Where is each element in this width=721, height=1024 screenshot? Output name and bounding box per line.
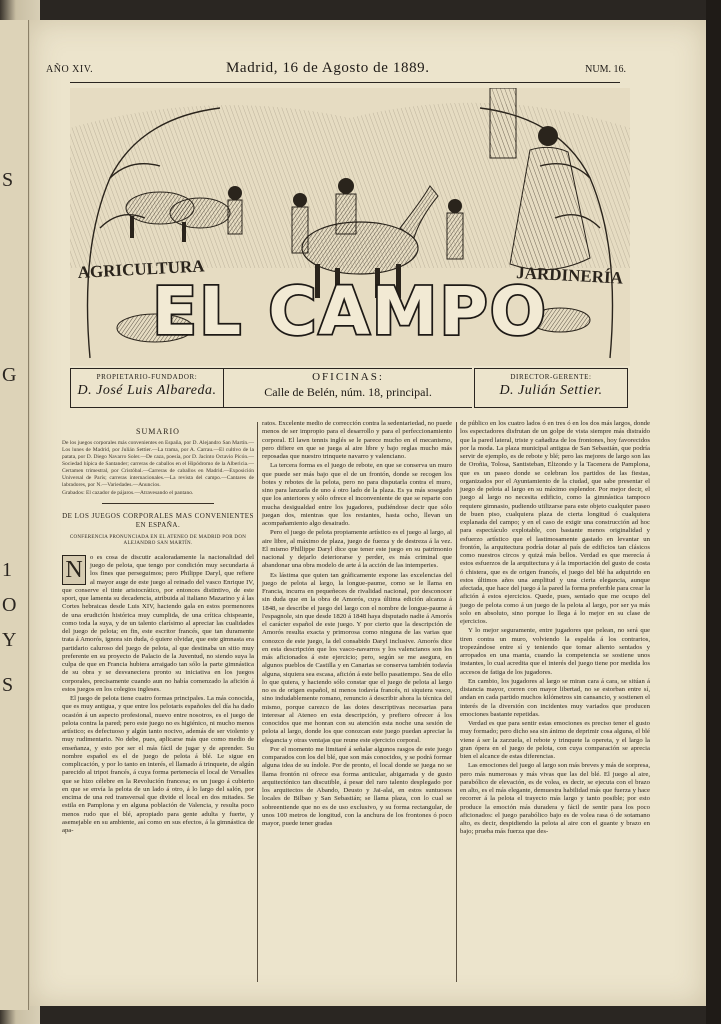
adjacent-page-edge <box>0 20 29 1010</box>
article-paragraph: Y lo mejor seguramente, entre jugadores que pelean, no será que tiren contra un muro, volviendo la espalda á los contrarios, tropezándose entre sí y teniendo que tomar aliento sentados y arropados en una manta, cuando la competencia se sostiene unos instantes, lo cual acredita que el interés del juego tiene por medida los accesos de fatiga de los jugadores. <box>460 627 650 676</box>
article-text: o es cosa de discutir acaloradamente la nacionalidad del juego de pelota, que tengo por condición muy secundaria á los fines que perseguimos; pero Philippe Daryl, que refiere al mayor auge de este juego al reinado del vasco Enrique IV, que conserve el tinte aristocrático, por entonces distintivo, de este sport, que lamenta su decadencia, atribuida al italiano Mazarino y á las Cortes hebraicas desde Luis XIV, haciendo gala en estos pormenores de una erudición histórica muy cumplida, de una crítica chispeante, como toda la suya, y de un talento clarísimo al apreciar las cualidades del juego de pelota; en fin, este escritor francés, que tan duramente trata á Amorós, ignora sin duda, ó quiere olvidar, que este gimnasta era partidario caluroso del juego de pelota, al que destinaba un sitio muy preferente en su proyecto de Palacio de la Juventud, no siendo suya la culpa de que en Francia hubiera arraigado tan sólo la parte gimnástica de su obra y se desvaneciera pronto su iniciativa en los juegos corporales, precisamente cuando aun no había comenzado la afición á estos juegos en los colegios ingleses. <box>62 553 254 693</box>
article-paragraph: Por el momento me limitaré á señalar algunos rasgos de este juego comparados con los del blé, que son más conocidos, y se podrá formar alguna idea de su índole. Por de pronto, el local donde se juega no se llama frontón ni ofrece esa forma anticular, abigarrada y de gusto arquitectónico tan discutible, á pesar del raro talento desplegado por los arquitectos de Abando, Deusto y Jai-alai, en estos suntuosos locales de Bilbao y San Sebastián; se llama plaza, con lo cual se sobreentiende que no es de uso exclusivo, y su forma rectangular, de unos 100 metros de longitud, con la anchura de los frontones ó poco mayor, puede tener gradas <box>262 745 452 827</box>
article-paragraph: Las emociones del juego al largo son más breves y más de sorpresa, pero más numerosas y más vivas que las del blé. El juego al aire, parabólico de elevación, es de volea, es decir, se ejecuta con el brazo en alto, es el más elegante, demuestra habilidad más que fuerza y hace recorrer á la pelota el trayecto más largo y tanto posible; por esto produce la emoción más duradera y fácil de sentir para los poco aficionados: el juego parabólico bajo es de volea rasa ó de sotamano alto, es decir, despidiendo la pelota al aire con el guante y brazo en bajo; prueba más fuerza que des- <box>460 762 650 836</box>
scan-edge <box>706 0 721 1024</box>
column-3 <box>460 420 650 838</box>
adjacent-page-fragment: S <box>2 169 14 191</box>
article-paragraph: El juego de pelota tiene cuatro formas principales. La más conocida, que es muy antigua, y que entre los pelotaris españoles del día ha dado ocasión á un aspecto profesional, nuevo entre nosotros, es el juego de pelota contra la pared; pero este juego no es higiénico, ni mucho menos artístico; es defectuoso y algún tanto nocivo, además de ser violento y muy rudimentario. No debe, pues, aplicarse más que como medio de enseñanza, y esto por ser el más fácil de jugar y de aprender. Su nombre español es el de juego de pelota á blé. Le sigue en complicación, y por lo tanto en interés, el llamado á trinquete, de algún parecido al tripot francés, á cuya forma pertenecía el local de Versalles que se hizo célebre en la Revolución francesa; es un juego á cubierto en que se envía la pelota de un lado á otro, á lo largo del salón, por encima de una red transversal que divide el local en dos mitades. Se estila en Pamplona y en alguna población de Valencia, y resulta poco menos rudo que el blé, apropiado para gente adulta y fuerte, y asemejable en su ambiente, así como en sus efectos, á la gimnástica de apa- <box>62 695 254 834</box>
director-role: DIRECTOR-GERENTE: <box>510 373 592 381</box>
owner-name: D. José Luis Albareda. <box>77 383 217 398</box>
adjacent-page-fragment: S <box>2 674 14 696</box>
column-rule <box>257 422 258 982</box>
section-divider <box>102 503 214 504</box>
drop-cap: N <box>62 555 86 585</box>
title-illustration <box>70 88 630 366</box>
column-rule <box>456 422 457 982</box>
director-box <box>474 368 628 408</box>
article-paragraph: Es lástima que quien tan gráficamente expone las excelencias del juego de pelota al largo, la longue-paume, como se le llama en Francia, incurra en pequeñeces de rivalidad nacional, por desconocer sin duda que en la obra de Amorós, cuya última edición alcanza á 1848, se describe el juego del largo con el nombre de longue-paume á l'espagnole, sin que desde 1820 á 1848 haya disputado nadie á Amorós el carácter español de este juego. Y por cierto que la descripción de Amorós resulta exacta y primorosa como ninguna de las varias que conozco de este juego, la del consabido Daryl inclusive. Amorós dice en esta descripción que los vasco-navarros y los valencianos son los más aficionados á este ejercicio; pero, según se me asegura, en algunos pueblos de Castilla y en Canarias se conserva también todavía alguna, siquiera sea escasa, afición á este bello pasatiempo. Sea de ello lo que quiera, y haciendo sólo constar que el juego de pelota al largo no es de origen español, ni menos todavía francés, ni siquiera vasco, sino indudablemente romano, renuncio á describir ahora la técnica del mismo, porque carezco de las dotes descriptivas necesarias para interesar al Ateneo en esta descripción, y prefiero ofrecer á los conocidos que me honran con su atención esta noche una sesión de pelota al largo, donde los que conozcan este juego puedan apreciar la elegancia y otras ventajas que reune este ejercicio corporal. <box>262 571 452 744</box>
staff-banner <box>70 366 630 410</box>
article-paragraph <box>62 554 254 694</box>
summary-heading: SUMARIO <box>136 427 180 436</box>
masthead-rule <box>70 82 620 83</box>
column-1 <box>62 420 254 836</box>
owner-role: PROPIETARIO-FUNDADOR: <box>96 373 198 381</box>
article-paragraph: En cambio, los jugadores al largo se miran cara á cara, se sitúan á distancia mayor, corren con mayor libertad, no se estorban entre sí, andan en cada partido muchos kilómetros sin cansancio, y sostienen el interés de la diversión con incidentes muy variados que producen emociones bastante repetidas. <box>460 677 650 718</box>
adjacent-page-fragment: G <box>2 364 17 386</box>
offices-address: Calle de Belén, núm. 18, principal. <box>264 385 432 399</box>
right-banner-word: JARDINERÍA <box>515 263 624 288</box>
article-paragraph: ratos. Excelente medio de corrección contra la sedentariedad, no puede menos de ser impropio para el desarrollo y para el perfeccionamiento corporal. El lawn tennis inglés se le parece mucho en el mecanismo, pero difiere en que se juega al aire libre y bajo reglas mucho más reposadas que nuestro trinquete navarro y valenciano. <box>262 420 452 460</box>
left-banner-word: AGRICULTURA <box>77 256 205 282</box>
article-paragraph: Verdad es que para sentir estas emociones es preciso tener el gusto muy formado; pero dicho sea sin ánimo de deprimir cosa alguna, el blé viene á ser la zarzuela, el rebote y trinquete la opereta, y el largo la gran ópera en el juego de pelota, con cuya comparación se aprecia bien el alcance de estas diferencias. <box>460 720 650 760</box>
issue-number: NUM. 16. <box>585 64 626 75</box>
issue-date: Madrid, 16 de Agosto de 1889. <box>226 60 430 76</box>
owner-box <box>70 368 224 408</box>
column-2 <box>262 420 452 829</box>
article-paragraph: Pero el juego de pelota propiamente artístico es el juego al largo, al aire libre, al máximo de plaza, juego de fuerza y de destreza á la vez. El mismo Phillippe Daryl dice que tener este juego en su patrimonio nacional y dejarlo deteriorarse y perder, es más criminal que abandonar una obra modelo de arte á la acción de las intemperies. <box>262 529 452 570</box>
article-paragraph: de público en los cuatro lados ó en tres ó en los dos más largos, donde los espectadores disfrutan de un golpe de vista siempre más distraído que la pared lateral, triste y cañadiza de los frontones, hoy favorecidos por la moda. La plaza municipal antigua de San Sebastián, que podría servir de ejemplo, es de rebote y blé; pero las mejores de largo son las de Oroñia, Tolosa, Santisteban, Elizondo y la Tacenera de Pamplona, que es un paseo donde se celebran los partidos de las fiestas, organizados por el Ayuntamiento de la ciudad, que sabe presentar el juego de pelota al largo en su máximo esplendor. Por mejor decir, el juego al largo no necesita edificio, como la gimnástica tampoco requiere gimnasio, pudiendo utilizarse para este objeto cualquier paseo de buen piso, cualquiera plaza de cierta longitud ó cualquiera explanada del campo; y en el caso de exigir una construcción ad hoc para espectáculo explotable, con bastante menos originalidad y esfuerzo artístico que el lastimosamente gastado en levantar un frontón, la arquitectura podría dotar al país de edificios tan clásicos como nuestros circos y quizá más bellos. Verdad es que merecía á estos esfuerzos de la arquitectura y á la importación del gusto de costa ó chistera, que es de origen francés, el juego del blé ha adquirido en estos últimos años una amplitud y una cierta elegancia, aunque afectada, que hace del juego á la pared la forma preferible para crear la afición á estos ejercicios. Quede, pues, sentado que me ocupo del juego de pelota como á un juego de la pelota al largo, por ser ya más solo en absoluto, sino porque lo llega á lo mejor en su clase de ejercicios. <box>460 420 650 625</box>
director-name: D. Julián Settier. <box>499 383 603 398</box>
adjacent-page-fragment: O <box>2 594 17 616</box>
masthead <box>46 60 626 78</box>
offices-label: OFICINAS: <box>312 371 384 383</box>
engraving-note: Grabados: El cazador de pájaros.—Atravesando el pantano. <box>62 490 194 497</box>
summary-text: De los juegos corporales más convenientes en España, por D. Alejandro San Martín.—Los lunes de Madrid, por Julián Settier.—La trama, por A. Carrau.—El cultivo de la patata, por D. Diego Navarro Soler.—De caza, poesía, por D. Jacinto Octavio Picón.—Sociedad hípica de Santander; carreras de caballos en el Hipódromo de la Albericia.—Certamen trimestral, por Cristóbal.—Carreras de caballos en Madrid.—Exposición Universal de París; carreras internacionales.—La revista del campo.—Cantares de labradores, por N.—Variedades.—Anuncios. <box>62 440 254 489</box>
article-paragraph: La tercera forma es el juego de rebote, en que se conserva un muro que puede ser más bajo que el de un frontón, donde se recogen los botes y rebotes de la pelota, pero no para disputarla contra el muro, sino para lanzarla de uno á otro lado de la plaza. Es ya más sosegado que los anteriores y sólo ofrece el inconveniente de que se reparte con mucha desigualdad entre los jugadores, pudiéndose decir que sólo juegan dos, mientras que los restantes, hasta ocho, llevan un acompañamiento algo desairado. <box>262 462 452 527</box>
offices-box <box>224 368 472 408</box>
adjacent-page-fragment: 1 <box>2 559 12 581</box>
issue-year: AÑO XIV. <box>46 64 94 75</box>
conference-note: CONFERENCIA PRONUNCIADA EN EL ATENEO DE MADRID POR DON ALEJANDRO SAN MARTÍN. <box>69 534 247 547</box>
adjacent-page-fragment: Y <box>2 629 17 651</box>
article-title: DE LOS JUEGOS CORPORALES MAS CONVENIENTES EN ESPAÑA. <box>62 512 254 529</box>
newspaper-title: EL CAMPO <box>152 273 548 350</box>
